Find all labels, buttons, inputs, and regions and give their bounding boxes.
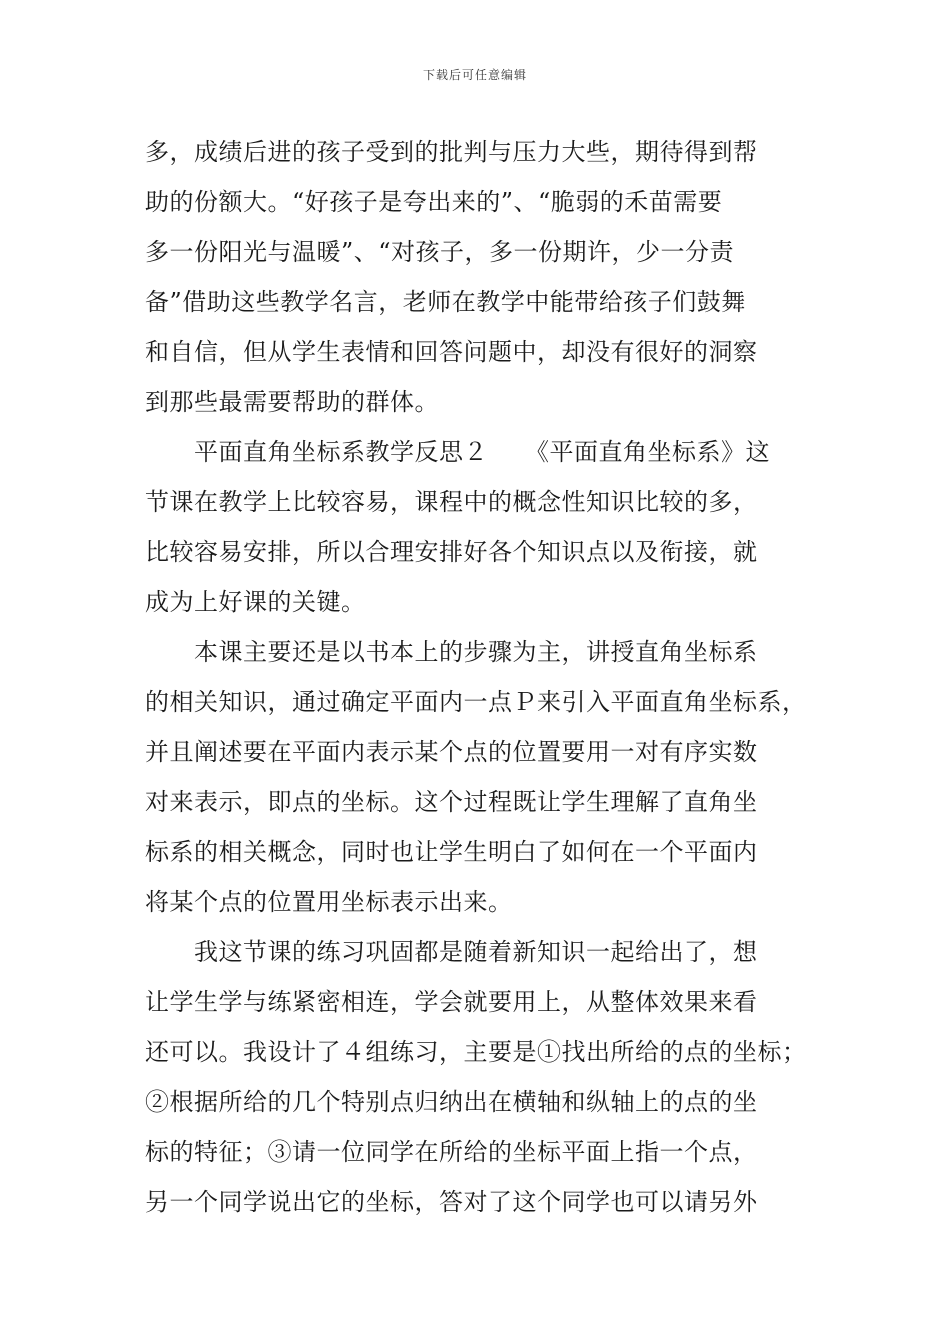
text-line: 的相关知识，通过确定平面内一点Ｐ来引入平面直角坐标系，: [145, 688, 807, 716]
text-line: 节课在教学上比较容易，课程中的概念性知识比较的多，: [145, 488, 758, 516]
paragraph-start-line: 平面直角坐标系教学反思２ 《平面直角坐标系》这: [145, 438, 770, 466]
text-line: 备”借助这些教学名言，老师在教学中能带给孩子们鼓舞: [145, 288, 746, 316]
text-line: 标的特征；③请一位同学在所给的坐标平面上指一个点，: [145, 1138, 758, 1166]
text-line: 对来表示，即点的坐标。这个过程既让学生理解了直角坐: [145, 788, 758, 816]
page-header: 下载后可任意编辑: [422, 68, 527, 82]
text-line: 到那些最需要帮助的群体。: [145, 388, 439, 416]
paragraph-start-line: 我这节课的练习巩固都是随着新知识一起给出了，想: [145, 938, 758, 966]
text-line: 还可以。我设计了４组练习，主要是①找出所给的点的坐标；: [145, 1038, 807, 1066]
text-line: 并且阐述要在平面内表示某个点的位置要用一对有序实数: [145, 738, 758, 766]
text-line: 多一份阳光与温暖”、“对孩子，多一份期许，少一分责: [145, 238, 735, 266]
text-line: 标系的相关概念，同时也让学生明白了如何在一个平面内: [145, 838, 758, 866]
text-line: 多，成绩后进的孩子受到的批判与压力大些，期待得到帮: [145, 138, 758, 166]
text-line: 成为上好课的关键。: [145, 588, 366, 616]
text-line: 将某个点的位置用坐标表示出来。: [145, 888, 513, 916]
text-line: 比较容易安排，所以合理安排好各个知识点以及衔接，就: [145, 538, 758, 566]
text-line: 另一个同学说出它的坐标，答对了这个同学也可以请另外: [145, 1188, 758, 1216]
text-line: ②根据所给的几个特别点归纳出在横轴和纵轴上的点的坐: [145, 1088, 758, 1116]
body-text: [145, 127, 810, 1227]
paragraph-start-line: 本课主要还是以书本上的步骤为主，讲授直角坐标系: [145, 638, 758, 666]
text-line: 和自信，但从学生表情和回答问题中，却没有很好的洞察: [145, 338, 758, 366]
text-line: 助的份额大。“好孩子是夸出来的”、“脆弱的禾苗需要: [145, 188, 723, 216]
text-line: 让学生学与练紧密相连，学会就要用上，从整体效果来看: [145, 988, 758, 1016]
